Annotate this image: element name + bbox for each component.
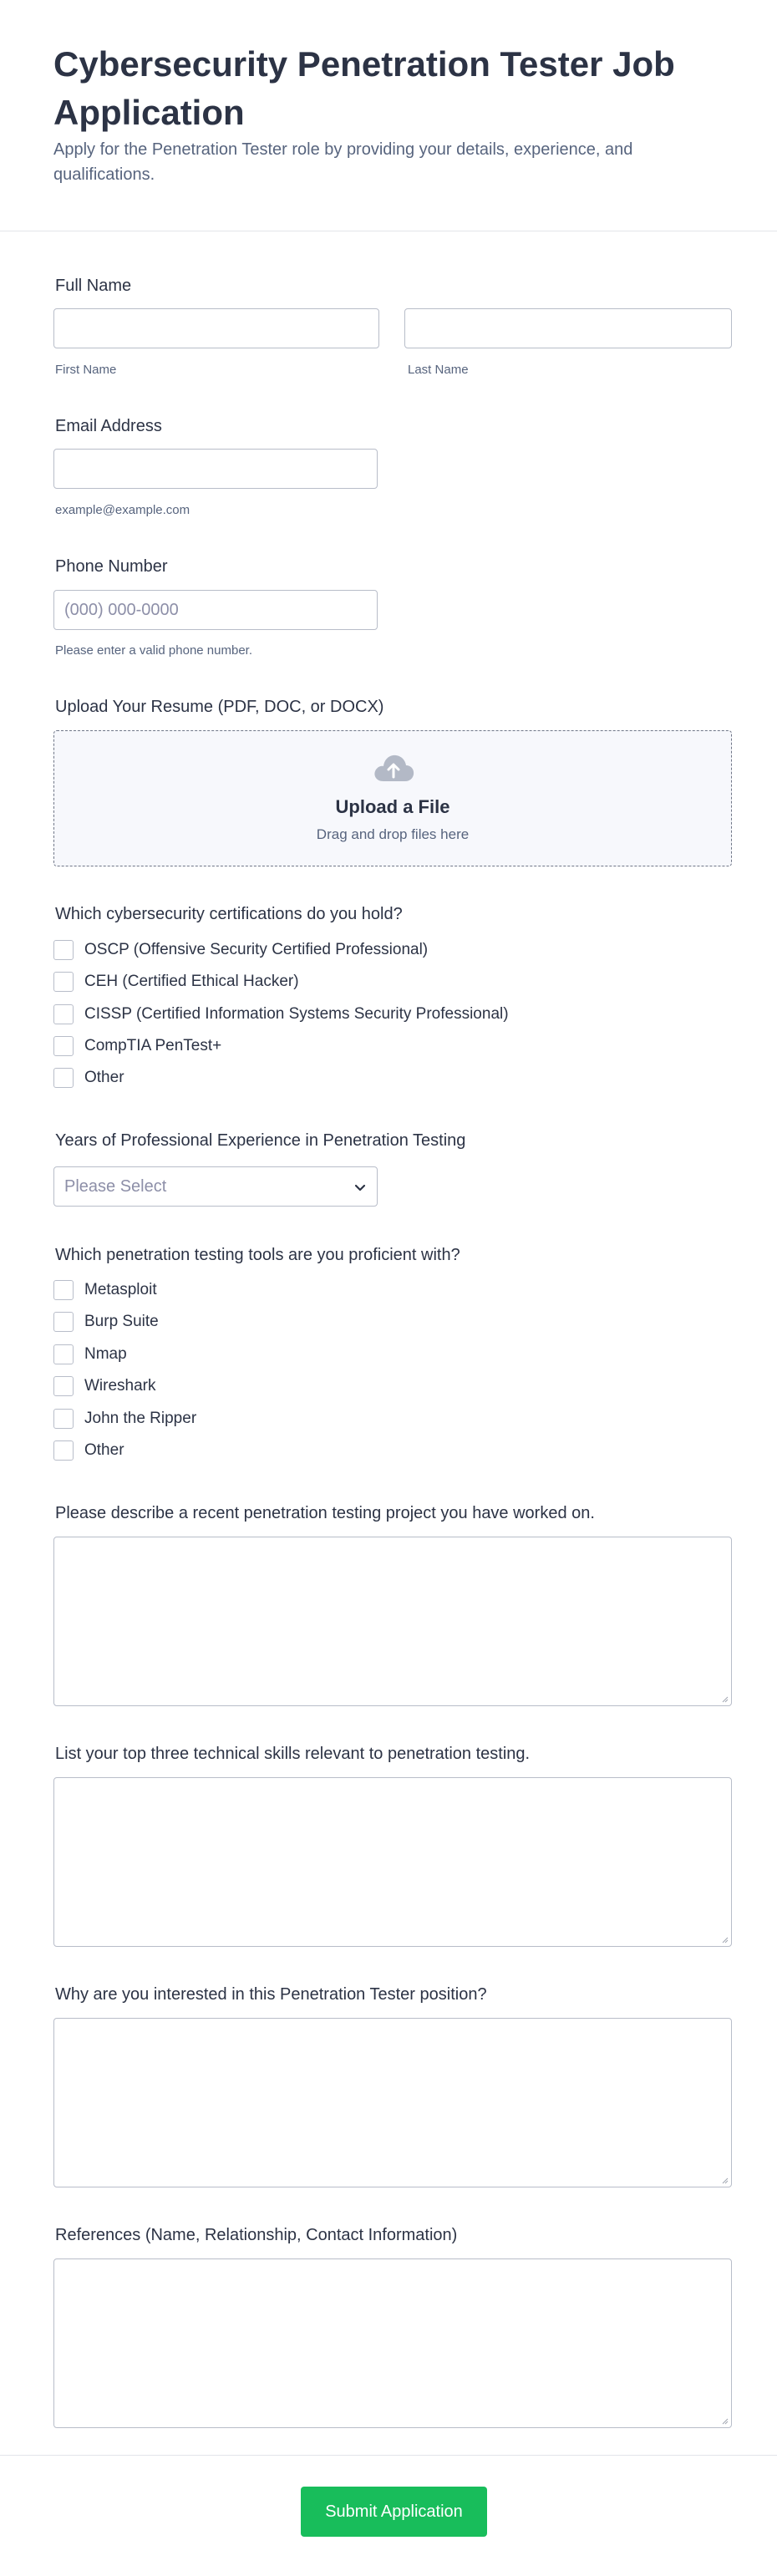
tool-option-other[interactable] — [53, 1440, 124, 1461]
first-name-input[interactable] — [53, 308, 379, 348]
cert-option-label: CEH (Certified Ethical Hacker) — [84, 973, 299, 990]
email-label: Email Address — [55, 417, 162, 435]
tool-option-metasploit[interactable] — [53, 1279, 157, 1301]
checkbox[interactable] — [53, 1280, 74, 1300]
tool-option-burp-suite[interactable] — [53, 1311, 159, 1333]
interest-textarea[interactable] — [53, 2018, 732, 2187]
tool-option-john-the-ripper[interactable] — [53, 1408, 196, 1430]
form-subtitle: Apply for the Penetration Tester role by providing your details, experience, and qualifications. — [53, 140, 633, 184]
skills-label: List your top three technical skills relevant to penetration testing. — [55, 1745, 531, 1763]
dropdown-selected-value: Please Select — [64, 1177, 167, 1196]
experience-dropdown[interactable] — [53, 1166, 378, 1207]
form-header — [0, 0, 777, 231]
resume-label: Upload Your Resume (PDF, DOC, or DOCX) — [55, 698, 384, 716]
phone-sublabel: Please enter a valid phone number. — [55, 643, 252, 658]
cert-option-label: OSCP (Offensive Security Certified Professional) — [84, 941, 429, 958]
project-textarea[interactable] — [53, 1537, 732, 1706]
email-sublabel: example@example.com — [55, 503, 190, 517]
checkbox[interactable] — [53, 1312, 74, 1332]
checkbox[interactable] — [53, 1036, 74, 1056]
checkbox[interactable] — [53, 1376, 74, 1396]
cert-option-label: CISSP (Certified Information Systems Security Professional) — [84, 1005, 509, 1023]
tool-option-label: Other — [84, 1441, 124, 1459]
cert-option-ceh[interactable] — [53, 971, 299, 993]
tool-option-nmap[interactable] — [53, 1344, 127, 1365]
last-name-sublabel: Last Name — [408, 363, 469, 377]
resize-grip-icon[interactable] — [720, 2176, 729, 2184]
resize-grip-icon[interactable] — [720, 2416, 729, 2425]
cert-option-label: Other — [84, 1069, 124, 1086]
cloud-upload-icon — [372, 751, 415, 785]
last-name-input[interactable] — [404, 308, 732, 348]
references-label: References (Name, Relationship, Contact Information) — [55, 2226, 458, 2244]
checkbox[interactable] — [53, 1068, 74, 1088]
tool-option-label: Metasploit — [84, 1281, 157, 1298]
full-name-label: Full Name — [55, 277, 132, 295]
project-label: Please describe a recent penetration testing project you have worked on. — [55, 1504, 595, 1522]
checkbox[interactable] — [53, 1004, 74, 1024]
tool-option-label: Nmap — [84, 1345, 127, 1363]
email-input[interactable] — [53, 449, 378, 489]
experience-label: Years of Professional Experience in Penetration Testing — [55, 1131, 466, 1150]
upload-subtitle: Drag and drop files here — [316, 826, 470, 842]
checkbox[interactable] — [53, 1409, 74, 1429]
cert-option-oscp[interactable] — [53, 939, 428, 961]
form-title: Cybersecurity Penetration Tester Job Application — [53, 44, 675, 132]
references-textarea[interactable] — [53, 2258, 732, 2428]
submit-button[interactable]: Submit Application — [301, 2487, 487, 2537]
phone-label: Phone Number — [55, 557, 168, 576]
cert-option-label: CompTIA PenTest+ — [84, 1037, 222, 1054]
phone-input[interactable] — [53, 590, 378, 630]
checkbox[interactable] — [53, 1344, 74, 1364]
certifications-label: Which cybersecurity certifications do you hold? — [55, 905, 403, 923]
cert-option-other[interactable] — [53, 1067, 124, 1089]
upload-title: Upload a File — [335, 796, 450, 817]
resize-grip-icon[interactable] — [720, 1694, 729, 1703]
checkbox[interactable] — [53, 1440, 74, 1461]
cert-option-cissp[interactable] — [53, 1003, 509, 1025]
cert-option-pentest[interactable] — [53, 1035, 221, 1057]
tools-label: Which penetration testing tools are you proficient with? — [55, 1246, 460, 1264]
resize-grip-icon[interactable] — [720, 1935, 729, 1943]
checkbox[interactable] — [53, 940, 74, 960]
tool-option-wireshark[interactable] — [53, 1375, 156, 1397]
chevron-down-icon — [352, 1179, 368, 1196]
interest-label: Why are you interested in this Penetration Tester position? — [55, 1985, 487, 2004]
file-upload-dropzone[interactable] — [53, 730, 732, 866]
tool-option-label: John the Ripper — [84, 1410, 197, 1427]
skills-textarea[interactable] — [53, 1777, 732, 1947]
tool-option-label: Burp Suite — [84, 1313, 159, 1330]
first-name-sublabel: First Name — [55, 363, 117, 377]
checkbox[interactable] — [53, 972, 74, 992]
tool-option-label: Wireshark — [84, 1377, 156, 1395]
